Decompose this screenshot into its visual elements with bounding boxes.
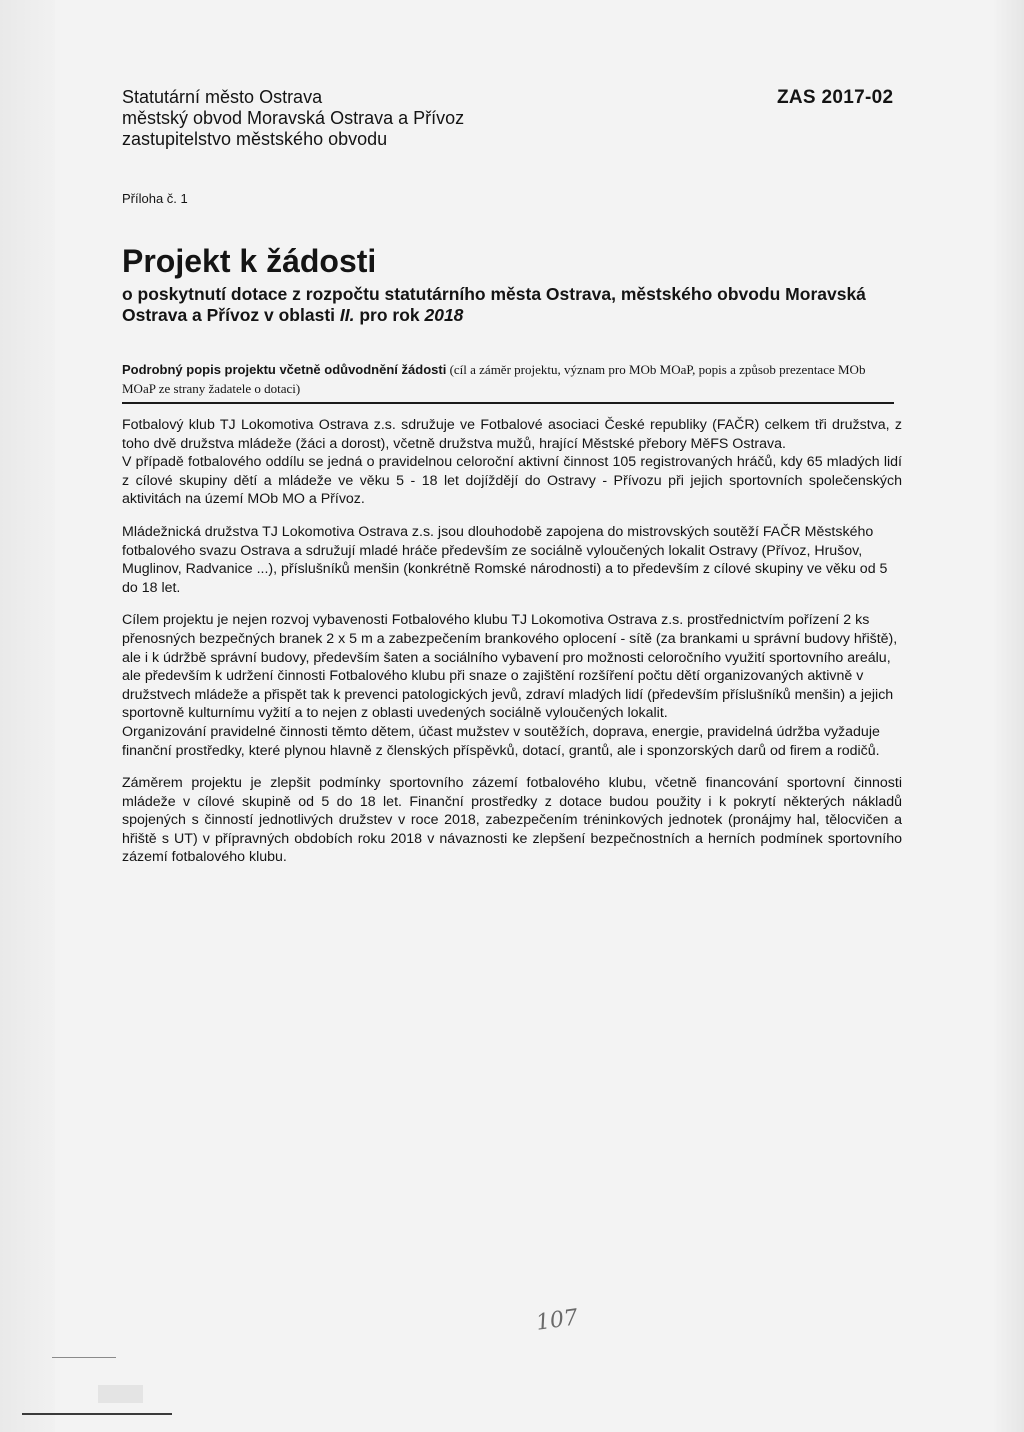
paragraph-project-goal: Cílem projektu je nejen rozvoj vybavenosti Fotbalového klubu TJ Lokomotiva Ostrava z.s. prostřednictvím pořízení 2 ks přenosných bezpečných branek 2 x 5 m a zabezpečením brankového oplocení - sítě (za brankami u správní budovy hřiště), ale i k údržbě správní budovy, především šaten a sociálního vybavení pro možnosti celoročního využití sportovního areálu, ale především k udržení činnosti Fotbalového klubu při snaze o zajištění rozšíření počtu dětí organizovaných aktivně v družstvech mládeže a přispět tak k prevenci patologických jevů, zdraví mladých lidí (především příslušníků menšin) a jejich sportovně kulturnímu vyžití a to nejen z oblasti uvedených sociálně vyloučených lokalit.	[122, 612, 898, 722]
paragraph-gap	[122, 597, 902, 611]
section-heading	[122, 360, 894, 404]
document-code: ZAS 2017-02	[777, 87, 894, 108]
footer-rule-short	[52, 1357, 116, 1358]
issuer-line-council: zastupitelstvo městského obvodu	[122, 129, 388, 149]
paragraph-gap	[122, 760, 902, 774]
footer-rule	[22, 1413, 172, 1415]
paragraph-project-intent: Záměrem projektu je zlepšit podmínky sportovního zázemí fotbalového klubu, včetně financování sportovní činnosti mládeže v cílové skupině od 5 do 18 let. Finanční prostředky z dotace budou použity i k pokrytí některých nákladů spojených s činností jednotlivých družstev v roce 2018, zabezpečením tréninkových jednotek (pronájmy hal, tělocvičen a hřiště s UT) v přípravných obdobích roku 2018 v návaznosti ke zlepšení bezpečnostních a herních podmínek sportovního zázemí fotbalového klubu.	[122, 775, 902, 866]
issuer-line-city: Statutární město Ostrava	[122, 87, 323, 107]
page-subtitle	[122, 284, 902, 326]
paragraph-funding: Organizování pravidelné činnosti těmto dětem, účast mužstev v soutěžích, doprava, energie, pravidelná údržba vyžaduje finanční prostředky, které plynou hlavně z členských příspěvků, dotací, grantů, ale i sponzorských darů od firem a rodičů.	[122, 723, 880, 759]
paragraph-players: V případě fotbalového oddílu se jedná o pravidelnou celoroční aktivní činnost 105 registrovaných hráčů, kdy 65 mladých lidí z cílové skupiny dětí a mládeže ve věku 5 - 18 let dojíždějí do Ostravy - Přívozu při jejich sportovních společenských aktivitách na území MOb MO a Přívoz.	[122, 454, 902, 508]
subtitle-area: II.	[339, 305, 355, 325]
page-title: Projekt k žádosti	[122, 243, 377, 279]
paragraph-club-intro: Fotbalový klub TJ Lokomotiva Ostrava z.s. sdružuje ve Fotbalové asociaci České republiky (FAČR) celkem tři družstva, z toho dvě družstva mládeže (žáci a dorost), včetně družstva mužů, hrající Městské přebory MěFS Ostrava.	[122, 417, 902, 452]
subtitle-for-year: pro rok	[354, 305, 425, 325]
section-heading-title: Podrobný popis projektu včetně odůvodnění žádosti	[122, 362, 447, 377]
paragraph-youth-teams: Mládežnická družstva TJ Lokomotiva Ostrava z.s. jsou dlouhodobě zapojena do mistrovských soutěží FAČR Městského fotbalového svazu Ostrava a sdružují mladé hráče především ze sociálně vyloučených lokalit Ostravy (Přívoz, Hrušov, Muglinov, Radvanice ...), příslušníků menšin (konkrétně Romské národnosti) a to především z cílové skupiny ve věku od 5 do 18 let.	[122, 523, 888, 596]
subtitle-year: 2018	[424, 305, 464, 325]
paragraph-gap	[122, 509, 902, 523]
subtitle-text: o poskytnutí dotace z rozpočtu statutárního města Ostrava, městského obvodu Moravská Ostrava a Přívoz v oblasti	[122, 284, 866, 325]
attachment-label: Příloha č. 1	[122, 191, 188, 206]
section-heading-note: (cíl a záměr projektu, význam pro MOb MOaP, popis a způsob prezentace MOb MOaP ze strany žadatele o dotaci)	[122, 362, 866, 396]
project-description	[122, 416, 902, 867]
issuer-line-district: městský obvod Moravská Ostrava a Přívoz	[122, 108, 465, 128]
issuer-header	[122, 87, 464, 150]
handwritten-page-number: 107	[534, 1305, 580, 1336]
